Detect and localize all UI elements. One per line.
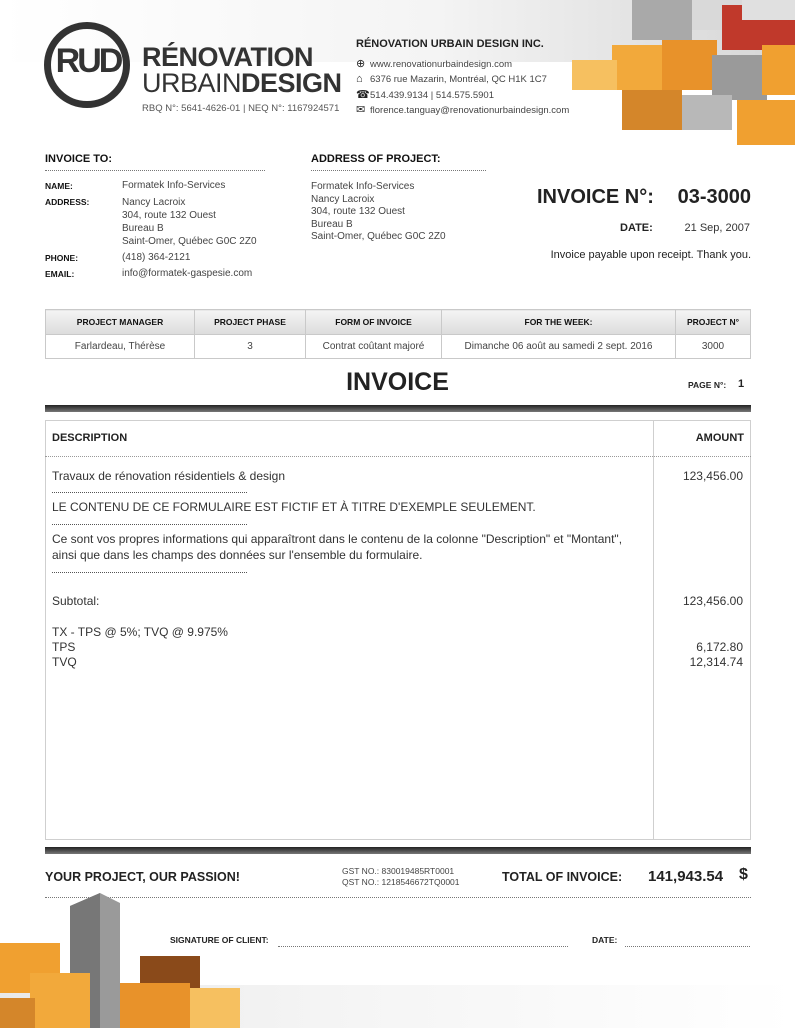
footer-bar: [45, 847, 751, 854]
website-text: www.renovationurbaindesign.com: [370, 59, 513, 70]
title-bar: [45, 405, 751, 412]
description-header: DESCRIPTION: [52, 432, 128, 444]
project-address-line: Formatek Info-Services: [311, 181, 415, 192]
dotted-separator: [52, 492, 247, 493]
divider: [45, 170, 265, 171]
brand-urbain: URBAIN: [142, 68, 242, 98]
decorative-cubes-top: [572, 0, 795, 150]
slogan: YOUR PROJECT, OUR PASSION!: [45, 870, 240, 884]
project-table-row: [46, 335, 751, 359]
dotted-separator: [52, 524, 247, 525]
header-divider: [45, 456, 751, 457]
invoice-number-label: INVOICE N°:: [537, 186, 654, 208]
client-phone: (418) 364-2121: [122, 252, 191, 263]
tax-description: TX - TPS @ 5%; TVQ @ 9.975%: [52, 625, 228, 639]
amount-header: AMOUNT: [695, 432, 744, 444]
invoice-to-heading: INVOICE TO:: [45, 153, 113, 165]
name-label: NAME:: [45, 181, 73, 191]
mail-icon: ✉: [356, 104, 366, 116]
client-address-line: Saint-Omer, Québec G0C 2Z0: [122, 236, 257, 247]
col-header: FOR THE WEEK:: [442, 310, 676, 335]
brand-name-line1: RÉNOVATION: [142, 42, 314, 72]
invoice-number: 03-3000: [677, 186, 751, 208]
table-cell: Farlardeau, Thérèse: [46, 335, 195, 359]
phone-label: PHONE:: [45, 253, 79, 263]
project-address-heading: ADDRESS OF PROJECT:: [311, 153, 441, 165]
project-address-line: Bureau B: [311, 218, 353, 230]
project-address: [311, 181, 446, 244]
contact-phone: [356, 88, 494, 101]
signature-date-line[interactable]: [625, 946, 750, 947]
tps-amount: 6,172.80: [696, 640, 743, 654]
total-label: TOTAL OF INVOICE:: [502, 870, 623, 884]
contact-address: [356, 73, 547, 85]
column-separator: [653, 420, 654, 840]
contact-email: [356, 103, 569, 116]
client-address-line: 304, route 132 Ouest: [122, 210, 216, 221]
subtotal-label: Subtotal:: [52, 594, 100, 608]
dotted-separator: [52, 572, 247, 573]
home-icon: ⌂: [356, 73, 363, 85]
page-number-label: PAGE N°:: [688, 380, 727, 390]
table-cell: Dimanche 06 août au samedi 2 sept. 2016: [442, 335, 676, 359]
project-address-line: 304, route 132 Ouest: [311, 206, 405, 217]
currency-symbol: $: [739, 866, 748, 883]
page-number: 1: [738, 378, 745, 390]
logo-monogram: RUD: [55, 42, 121, 80]
qst-number: QST NO.: 1218546672TQ0001: [342, 877, 460, 887]
client-address-line: Bureau B: [122, 223, 164, 234]
email-label: EMAIL:: [45, 269, 75, 279]
col-header: FORM OF INVOICE: [306, 310, 442, 335]
invoice-date: 21 Sep, 2007: [684, 222, 750, 234]
item-description: Travaux de rénovation résidentiels & design: [52, 469, 286, 483]
project-address-line: Saint-Omer, Québec G0C 2Z0: [311, 231, 446, 242]
decorative-cubes-bottom: [0, 888, 240, 1028]
table-cell: 3000: [676, 335, 751, 359]
gst-number: GST NO.: 830019485RT0001: [342, 866, 455, 876]
client-email: info@formatek-gaspesie.com: [122, 268, 253, 279]
tps-label: TPS: [52, 640, 76, 654]
item-info-line2: ainsi que dans les champs des données sur l'ensemble du formulaire.: [52, 548, 423, 562]
address-label: ADDRESS:: [45, 197, 90, 207]
signature-date-label: DATE:: [592, 935, 618, 945]
brand-name-line2: [142, 68, 342, 99]
phone-icon: ☎: [356, 89, 370, 101]
email-text: florence.tanguay@renovationurbaindesign.com: [370, 105, 570, 116]
client-name: Formatek Info-Services: [122, 180, 226, 191]
project-table-header: [46, 310, 751, 335]
table-cell: 3: [195, 335, 306, 359]
subtotal-amount: 123,456.00: [682, 594, 743, 608]
project-address-line: Nancy Lacroix: [311, 193, 375, 205]
brand-design: DESIGN: [241, 68, 342, 98]
item-notice: LE CONTENU DE CE FORMULAIRE EST FICTIF ET À TITRE D'EXEMPLE SEULEMENT.: [52, 500, 536, 514]
company-name: RÉNOVATION URBAIN DESIGN INC.: [356, 38, 544, 50]
col-header: PROJECT PHASE: [195, 310, 306, 335]
client-address: [122, 196, 257, 248]
col-header: PROJECT MANAGER: [46, 310, 195, 335]
project-table: [45, 309, 751, 359]
date-label: DATE:: [620, 222, 653, 234]
globe-icon: ⊕: [356, 58, 366, 70]
signature-line[interactable]: [278, 946, 568, 947]
document-title: INVOICE: [346, 368, 449, 396]
total-amount: 141,943.54: [648, 868, 724, 885]
divider: [311, 170, 486, 171]
item-info-line1: Ce sont vos propres informations qui apparaîtront dans le contenu de la colonne "Description" et "Montant",: [52, 532, 623, 546]
tvq-amount: 12,314.74: [689, 655, 743, 669]
contact-website: [356, 57, 512, 70]
item-amount: 123,456.00: [682, 469, 743, 483]
client-address-line: Nancy Lacroix: [122, 197, 186, 208]
col-header: PROJECT N°: [676, 310, 751, 335]
phone-text: 514.439.9134 | 514.575.5901: [370, 90, 494, 101]
table-cell: Contrat coûtant majoré: [306, 335, 442, 359]
payable-note: Invoice payable upon receipt. Thank you.: [550, 249, 751, 261]
tvq-label: TVQ: [52, 655, 77, 669]
signature-label: SIGNATURE OF CLIENT:: [170, 935, 269, 945]
address-text: 6376 rue Mazarin, Montréal, QC H1K 1C7: [370, 74, 547, 85]
rbq-neq-numbers: RBQ N°: 5641-4626-01 | NEQ N°: 1167924571: [142, 103, 340, 114]
